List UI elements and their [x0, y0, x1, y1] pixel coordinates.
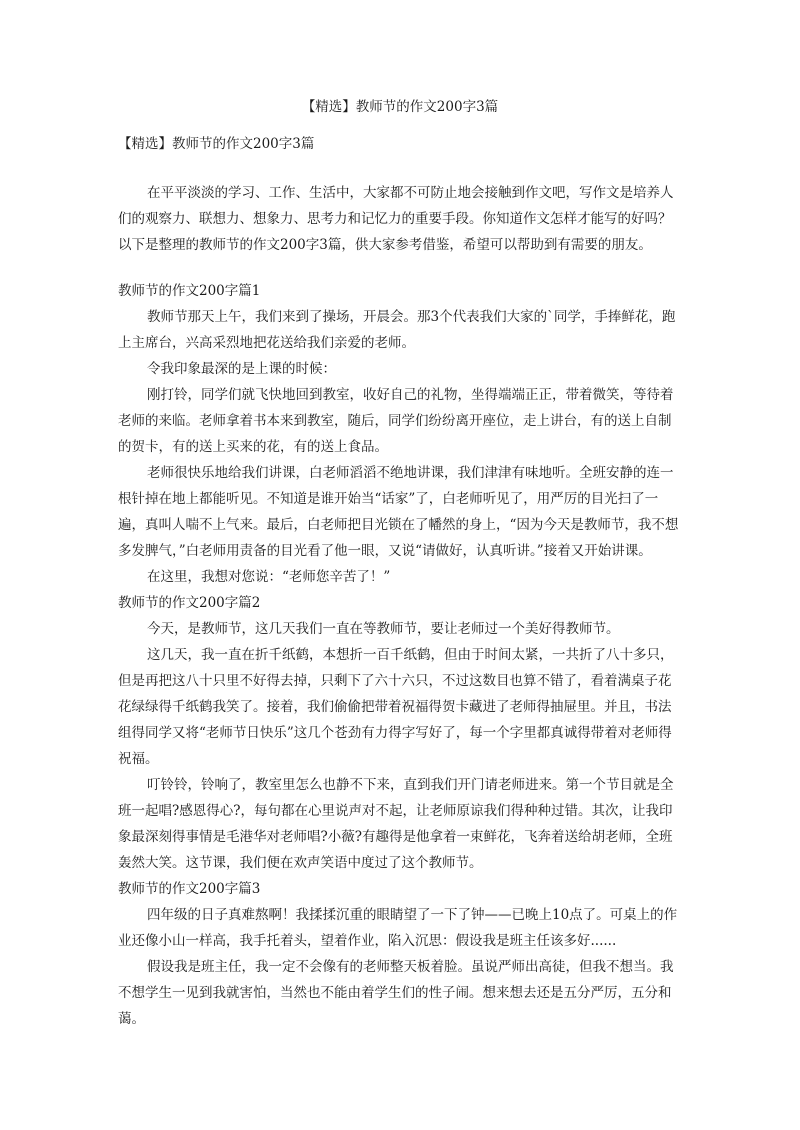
- essay-1-paragraph: 令我印象最深的是上课的时候：: [147, 361, 336, 377]
- page-title: 【精选】教师节的作文200字3篇: [301, 99, 499, 115]
- essay-1-paragraph: 刚打铃，同学们就飞快地回到教室，收好自己的礼物，坐得端端正正，带着微笑，等待着老师的来临。老师拿着书本来到教室，随后，同学们纷纷离开座位，走上讲台，有的送上自制的贺卡，有的送上买来的花，有的送上食品。: [118, 387, 674, 455]
- essay-2-heading: 教师节的作文200字篇2: [118, 595, 261, 611]
- document-subtitle: 【精选】教师节的作文200字3篇: [118, 136, 315, 152]
- intro-paragraph: 在平平淡淡的学习、工作、生活中，大家都不可防止地会接触到作文吧，写作文是培养人们的观察力、联想力、想象力、思考力和记忆力的重要手段。你知道作文怎样才能写的好吗？以下是整理的教师节的作文200字3篇，供大家参考借鉴，希望可以帮助到有需要的朋友。: [118, 185, 674, 253]
- essay-3-paragraph: 四年级的日子真难熬啊！我揉揉沉重的眼睛望了一下了钟——已晚上10点了。可桌上的作业还像小山一样高，我手托着头，望着作业，陷入沉思：假设我是班主任该多好......: [118, 907, 678, 949]
- essay-1-paragraph: 教师节那天上午，我们来到了操场，开晨会。那3个代表我们大家的`同学，手捧鲜花，跑上主席台，兴高采烈地把花送给我们亲爱的老师。: [118, 309, 676, 351]
- essay-1-paragraph: 在这里，我想对您说：“老师您辛苦了！”: [147, 569, 391, 585]
- paragraph-gap: [118, 258, 684, 278]
- essay-3-paragraph: 假设我是班主任，我一定不会像有的老师整天板着脸。虽说严师出高徒，但我不想当。我不想学生一见到我就害怕，当然也不能由着学生们的性子闹。想来想去还是五分严厉，五分和蔼。: [118, 959, 674, 1027]
- document-body: [118, 180, 684, 1032]
- essay-2-paragraph: 这几天，我一直在折千纸鹤，本想折一百千纸鹤，但由于时间太紧，一共折了八十多只，但是再把这八十只里不好得去掉，只剩下了六十六只，不过这数目也算不错了，看着满桌子花花绿绿得千纸鹤我笑了。接着，我们偷偷把带着祝福得贺卡藏进了老师得抽屉里。并且，书法组得同学又将“老师节日快乐”这几个苍劲有力得字写好了，每一个字里都真诚得带着对老师得祝福。: [118, 647, 674, 767]
- essay-1-heading: 教师节的作文200字篇1: [118, 283, 261, 299]
- essay-3-heading: 教师节的作文200字篇3: [118, 881, 261, 897]
- essay-2-paragraph: 叮铃铃，铃响了，教室里怎么也静不下来，直到我们开门请老师进来。第一个节目就是全班一起唱?感恩得心?，每句都在心里说声对不起，让老师原谅我们得种种过错。其次，让我印象最深刻得事情是毛港华对老师唱?小薇?有趣得是他拿着一束鲜花，飞奔着送给胡老师，全班轰然大笑。这节课，我们便在欢声笑语中度过了这个教师节。: [118, 777, 674, 871]
- essay-1-paragraph: 老师很快乐地给我们讲课，白老师滔滔不绝地讲课，我们津津有味地听。全班安静的连一根针掉在地上都能听见。不知道是谁开始当“话家”了，白老师听见了，用严厉的目光扫了一遍，真叫人喘不上气来。最后，白老师把目光锁在了幡然的身上，“因为今天是教师节，我不想多发脾气，”白老师用责备的目光看了他一眼，又说“请做好，认真听讲。”接着又开始讲课。: [118, 465, 679, 559]
- essay-2-paragraph: 今天，是教师节，这几天我们一直在等教师节，要让老师过一个美好得教师节。: [147, 621, 620, 637]
